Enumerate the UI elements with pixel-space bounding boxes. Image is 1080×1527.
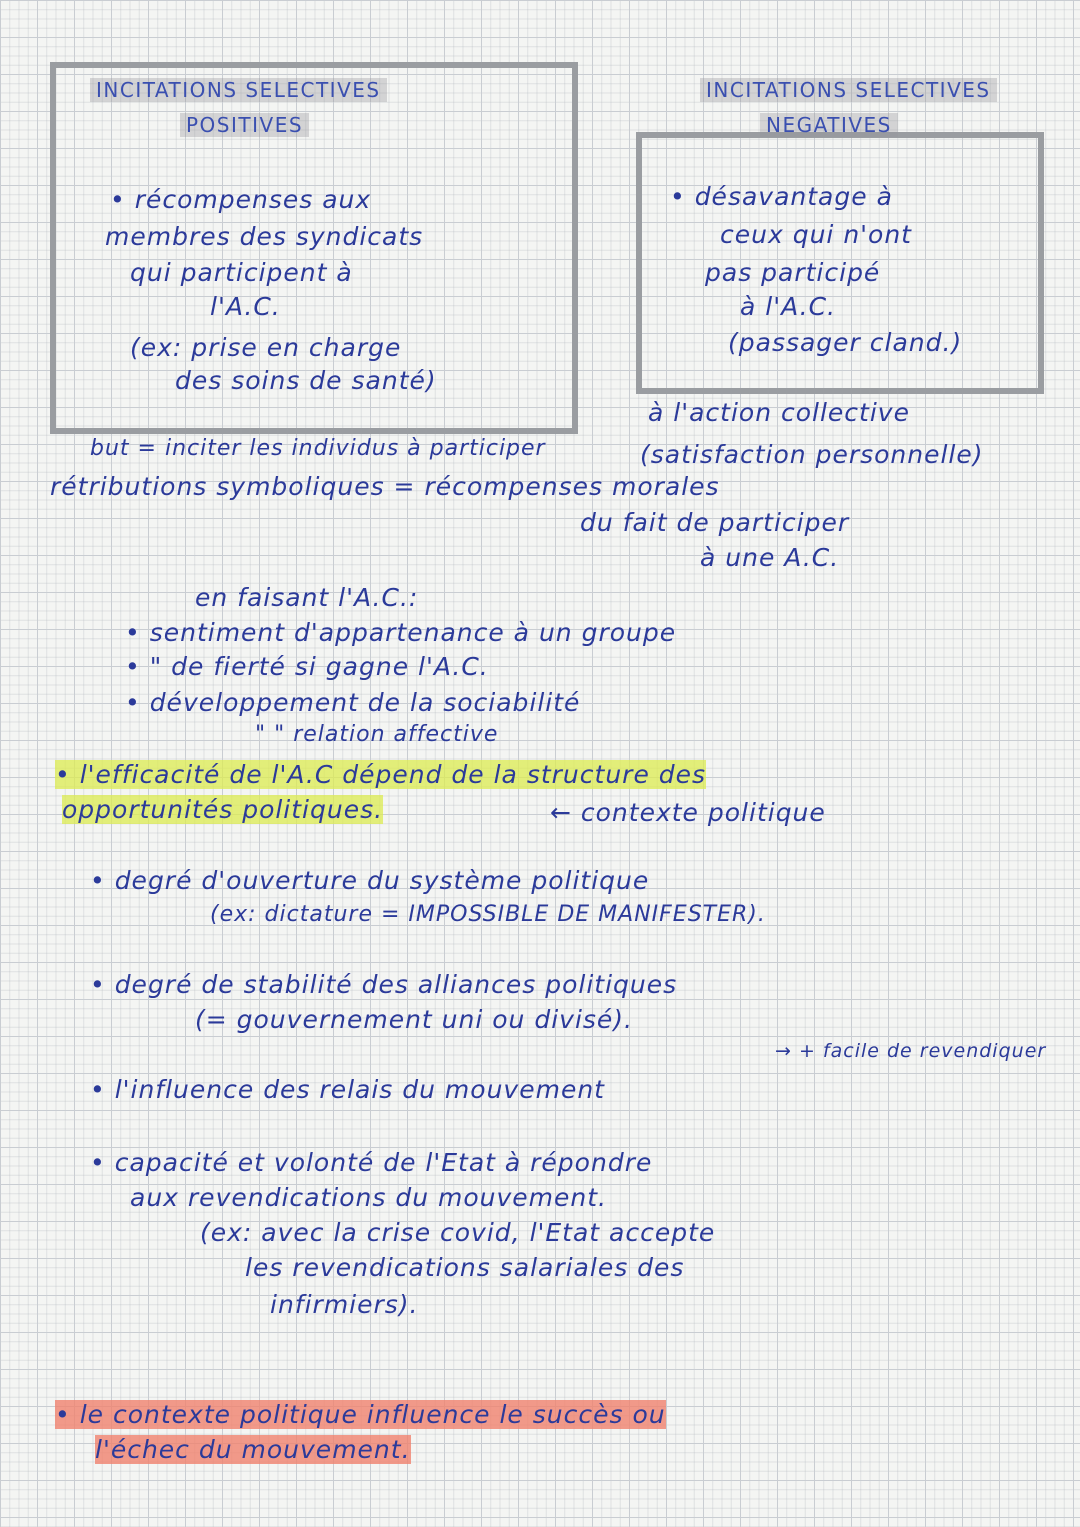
note-line: à l'action collective	[648, 398, 910, 427]
positive-line: des soins de santé)	[175, 366, 437, 395]
highlighted-line	[55, 1400, 666, 1429]
note-line: • " de fierté si gagne l'A.C.	[125, 652, 489, 681]
positive-line: • récompenses aux	[110, 185, 372, 214]
highlighted-line	[62, 795, 383, 824]
positive-title	[90, 78, 387, 102]
note-line: les revendications salariales des	[245, 1253, 685, 1282]
negative-title	[700, 78, 997, 102]
highlighted-line	[95, 1435, 411, 1464]
note-line: → + facile de revendiquer	[775, 1040, 1047, 1062]
note-line: ← contexte politique	[550, 798, 826, 827]
highlight-text: • l'efficacité de l'A.C dépend de la structure des	[55, 760, 707, 789]
note-line: du fait de participer	[580, 508, 850, 537]
positive-line: l'A.C.	[210, 292, 281, 321]
note-line: • capacité et volonté de l'Etat à répondre	[90, 1148, 653, 1177]
note-line: • degré de stabilité des alliances politiques	[90, 970, 678, 999]
highlight-text: • le contexte politique influence le succès ou	[55, 1400, 666, 1429]
positive-title-2	[180, 113, 309, 137]
positive-line: membres des syndicats	[105, 222, 424, 251]
highlight-text: opportunités politiques.	[62, 795, 384, 824]
negative-title-line2: NEGATIVES	[760, 113, 898, 137]
note-line: en faisant l'A.C.:	[195, 583, 419, 612]
note-line: • développement de la sociabilité	[125, 688, 581, 717]
negative-line: • désavantage à	[670, 182, 893, 211]
note-line: (ex: avec la crise covid, l'Etat accepte	[200, 1218, 716, 1247]
highlight-text: l'échec du mouvement.	[95, 1435, 411, 1464]
note-line: infirmiers).	[270, 1290, 419, 1319]
positive-title-line2: POSITIVES	[180, 113, 309, 137]
note-line: (satisfaction personnelle)	[640, 440, 984, 469]
note-line: " " relation affective	[255, 722, 499, 747]
positive-line: qui participent à	[130, 258, 353, 287]
negative-title-2	[760, 113, 898, 137]
note-line: but = inciter les individus à participer	[90, 436, 546, 461]
note-line: (ex: dictature = IMPOSSIBLE DE MANIFESTER).	[210, 902, 766, 927]
highlighted-line	[55, 760, 706, 789]
note-line: • sentiment d'appartenance à un groupe	[125, 618, 677, 647]
positive-title-line1: INCITATIONS SELECTIVES	[90, 78, 387, 102]
note-line: à une A.C.	[700, 543, 840, 572]
negative-title-line1: INCITATIONS SELECTIVES	[700, 78, 997, 102]
negative-line: ceux qui n'ont	[720, 220, 912, 249]
note-line: (= gouvernement uni ou divisé).	[195, 1005, 633, 1034]
note-line: • degré d'ouverture du système politique	[90, 866, 650, 895]
positive-line: (ex: prise en charge	[130, 333, 402, 362]
note-line: • l'influence des relais du mouvement	[90, 1075, 605, 1104]
note-line: rétributions symboliques = récompenses morales	[50, 472, 720, 501]
negative-line: (passager cland.)	[728, 328, 963, 357]
note-line: aux revendications du mouvement.	[130, 1183, 607, 1212]
negative-line: à l'A.C.	[740, 292, 837, 321]
negative-line: pas participé	[705, 258, 881, 287]
